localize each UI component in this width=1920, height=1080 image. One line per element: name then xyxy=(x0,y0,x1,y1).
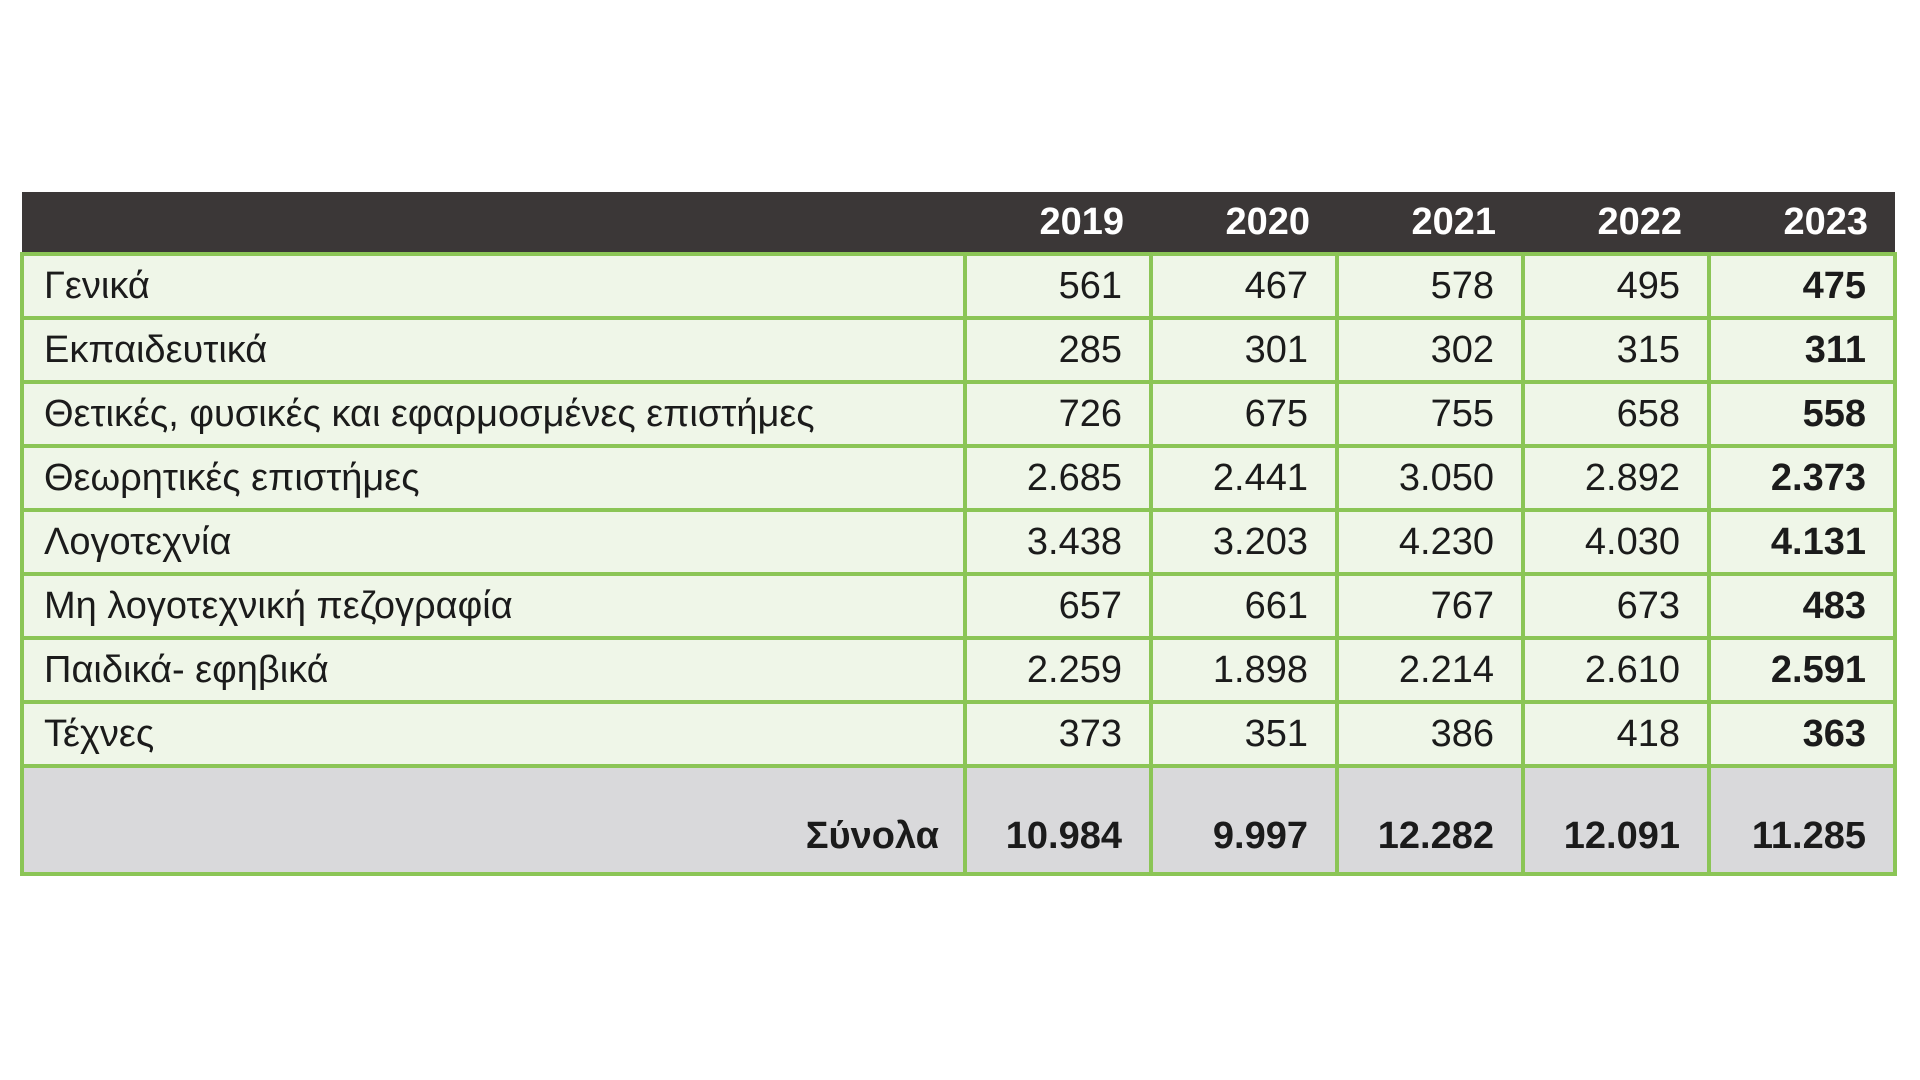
value-cell: 4.030 xyxy=(1523,510,1709,574)
value-cell: 418 xyxy=(1523,702,1709,766)
row-label: Παιδικά- εφηβικά xyxy=(22,638,965,702)
row-label: Λογοτεχνία xyxy=(22,510,965,574)
value-cell: 4.131 xyxy=(1709,510,1895,574)
value-cell: 4.230 xyxy=(1337,510,1523,574)
row-label: Μη λογοτεχνική πεζογραφία xyxy=(22,574,965,638)
table-row xyxy=(22,638,1895,702)
table-row xyxy=(22,318,1895,382)
value-cell: 315 xyxy=(1523,318,1709,382)
table-row xyxy=(22,254,1895,318)
value-cell: 561 xyxy=(965,254,1151,318)
value-cell: 2.441 xyxy=(1151,446,1337,510)
value-cell: 2.373 xyxy=(1709,446,1895,510)
row-label: Γενικά xyxy=(22,254,965,318)
value-cell: 2.591 xyxy=(1709,638,1895,702)
total-cell: 12.091 xyxy=(1523,766,1709,874)
col-header-2019: 2019 xyxy=(965,192,1151,254)
totals-row xyxy=(22,766,1895,874)
value-cell: 657 xyxy=(965,574,1151,638)
value-cell: 578 xyxy=(1337,254,1523,318)
value-cell: 767 xyxy=(1337,574,1523,638)
value-cell: 2.610 xyxy=(1523,638,1709,702)
total-cell: 10.984 xyxy=(965,766,1151,874)
value-cell: 483 xyxy=(1709,574,1895,638)
value-cell: 3.438 xyxy=(965,510,1151,574)
row-label: Θεωρητικές επιστήμες xyxy=(22,446,965,510)
value-cell: 2.892 xyxy=(1523,446,1709,510)
value-cell: 311 xyxy=(1709,318,1895,382)
col-header-2022: 2022 xyxy=(1523,192,1709,254)
total-cell: 12.282 xyxy=(1337,766,1523,874)
col-header-2020: 2020 xyxy=(1151,192,1337,254)
value-cell: 755 xyxy=(1337,382,1523,446)
totals-label: Σύνολα xyxy=(22,766,965,874)
book-categories-by-year-table xyxy=(20,192,1897,876)
value-cell: 302 xyxy=(1337,318,1523,382)
value-cell: 658 xyxy=(1523,382,1709,446)
value-cell: 675 xyxy=(1151,382,1337,446)
value-cell: 495 xyxy=(1523,254,1709,318)
value-cell: 2.685 xyxy=(965,446,1151,510)
col-header-category xyxy=(22,192,965,254)
value-cell: 363 xyxy=(1709,702,1895,766)
value-cell: 673 xyxy=(1523,574,1709,638)
value-cell: 467 xyxy=(1151,254,1337,318)
value-cell: 351 xyxy=(1151,702,1337,766)
value-cell: 3.050 xyxy=(1337,446,1523,510)
value-cell: 726 xyxy=(965,382,1151,446)
row-label: Τέχνες xyxy=(22,702,965,766)
value-cell: 475 xyxy=(1709,254,1895,318)
value-cell: 285 xyxy=(965,318,1151,382)
row-label: Θετικές, φυσικές και εφαρμοσμένες επιστήμες xyxy=(22,382,965,446)
value-cell: 373 xyxy=(965,702,1151,766)
table-row xyxy=(22,702,1895,766)
value-cell: 3.203 xyxy=(1151,510,1337,574)
total-cell: 9.997 xyxy=(1151,766,1337,874)
table-row xyxy=(22,446,1895,510)
value-cell: 386 xyxy=(1337,702,1523,766)
table-row xyxy=(22,574,1895,638)
total-cell: 11.285 xyxy=(1709,766,1895,874)
table-row xyxy=(22,510,1895,574)
col-header-2021: 2021 xyxy=(1337,192,1523,254)
value-cell: 301 xyxy=(1151,318,1337,382)
row-label: Εκπαιδευτικά xyxy=(22,318,965,382)
value-cell: 661 xyxy=(1151,574,1337,638)
value-cell: 558 xyxy=(1709,382,1895,446)
header-row xyxy=(22,192,1895,254)
value-cell: 2.214 xyxy=(1337,638,1523,702)
col-header-2023: 2023 xyxy=(1709,192,1895,254)
value-cell: 1.898 xyxy=(1151,638,1337,702)
table-row xyxy=(22,382,1895,446)
value-cell: 2.259 xyxy=(965,638,1151,702)
